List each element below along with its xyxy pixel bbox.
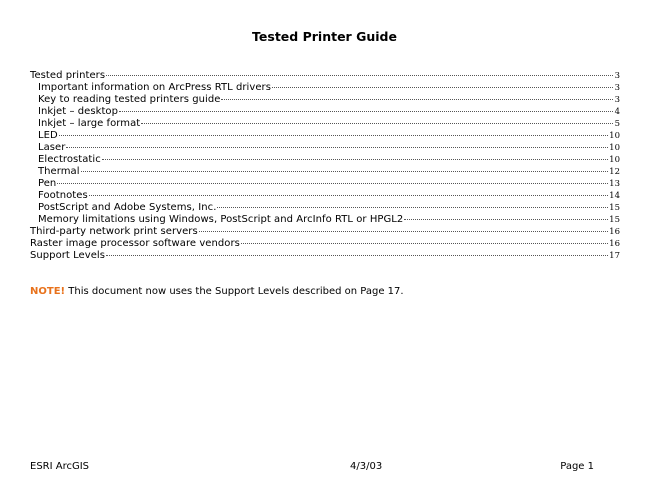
toc-dot-leader <box>106 75 613 76</box>
toc-entry-label: Raster image processor software vendors <box>30 238 240 249</box>
toc-entry[interactable] <box>30 190 620 202</box>
toc-entry[interactable] <box>30 94 620 106</box>
note <box>30 286 404 297</box>
toc-dot-leader <box>59 135 608 136</box>
footer-date: 4/3/03 <box>350 461 383 472</box>
toc-dot-leader <box>66 147 608 148</box>
toc-dot-leader <box>141 123 613 124</box>
toc-entry[interactable] <box>30 214 620 226</box>
toc-entry-page: 3 <box>614 71 620 81</box>
toc-entry-label: PostScript and Adobe Systems, Inc. <box>38 202 217 213</box>
toc-entry-page: 17 <box>609 251 620 261</box>
toc-entry-label: Important information on ArcPress RTL drivers <box>38 82 271 93</box>
toc-entry-page: 5 <box>614 119 620 129</box>
page-footer <box>30 461 594 475</box>
toc-entry-label: LED <box>38 130 58 141</box>
footer-left: ESRI ArcGIS <box>30 461 90 472</box>
note-text: This document now uses the Support Levels described on Page 17. <box>65 286 404 297</box>
toc-dot-leader <box>272 87 613 88</box>
toc-dot-leader <box>106 255 608 256</box>
toc-entry[interactable] <box>30 70 620 82</box>
toc-dot-leader <box>81 171 609 172</box>
toc-entry-page: 10 <box>609 143 620 153</box>
toc-entry[interactable] <box>30 82 620 94</box>
toc-entry[interactable] <box>30 202 620 214</box>
toc-entry-label: Footnotes <box>38 190 88 201</box>
toc-entry[interactable] <box>30 166 620 178</box>
page-title: Tested Printer Guide <box>252 29 397 44</box>
toc-entry-page: 4 <box>614 107 620 117</box>
toc-entry[interactable] <box>30 238 620 250</box>
toc-entry-label: Pen <box>38 178 57 189</box>
toc-entry[interactable] <box>30 154 620 166</box>
table-of-contents <box>30 70 620 262</box>
toc-dot-leader <box>199 231 608 232</box>
toc-entry-label: Tested printers <box>30 70 106 81</box>
toc-entry[interactable] <box>30 142 620 154</box>
toc-entry-label: Support Levels <box>30 250 106 261</box>
toc-entry-label: Laser <box>38 142 66 153</box>
toc-entry[interactable] <box>30 178 620 190</box>
toc-entry-page: 16 <box>609 227 620 237</box>
toc-dot-leader <box>102 159 608 160</box>
toc-entry-label: Third-party network print servers <box>30 226 198 237</box>
toc-entry-page: 12 <box>609 167 620 177</box>
toc-entry-page: 15 <box>609 203 620 213</box>
toc-entry[interactable] <box>30 106 620 118</box>
toc-entry-label: Memory limitations using Windows, PostScript and ArcInfo RTL or HPGL2 <box>38 214 404 225</box>
note-label: NOTE! <box>30 286 66 297</box>
toc-entry-label: Key to reading tested printers guide <box>38 94 221 105</box>
toc-dot-leader <box>217 207 608 208</box>
toc-entry-label: Electrostatic <box>38 154 101 165</box>
toc-entry-label: Inkjet – desktop <box>38 106 118 117</box>
toc-entry-label: Inkjet – large format <box>38 118 141 129</box>
footer-page-number: Page 1 <box>560 461 594 472</box>
toc-dot-leader <box>221 99 613 100</box>
toc-entry-page: 3 <box>614 83 620 93</box>
toc-entry-label: Thermal <box>38 166 80 177</box>
toc-entry[interactable] <box>30 226 620 238</box>
toc-entry[interactable] <box>30 130 620 142</box>
toc-dot-leader <box>57 183 608 184</box>
toc-entry-page: 10 <box>609 155 620 165</box>
toc-entry[interactable] <box>30 250 620 262</box>
toc-entry-page: 3 <box>614 95 620 105</box>
toc-entry-page: 16 <box>609 239 620 249</box>
toc-dot-leader <box>404 219 608 220</box>
toc-dot-leader <box>89 195 608 196</box>
toc-dot-leader <box>241 243 608 244</box>
toc-entry-page: 14 <box>609 191 620 201</box>
toc-entry-page: 13 <box>609 179 620 189</box>
toc-entry[interactable] <box>30 118 620 130</box>
toc-dot-leader <box>119 111 613 112</box>
toc-entry-page: 10 <box>609 131 620 141</box>
toc-entry-page: 15 <box>609 215 620 225</box>
